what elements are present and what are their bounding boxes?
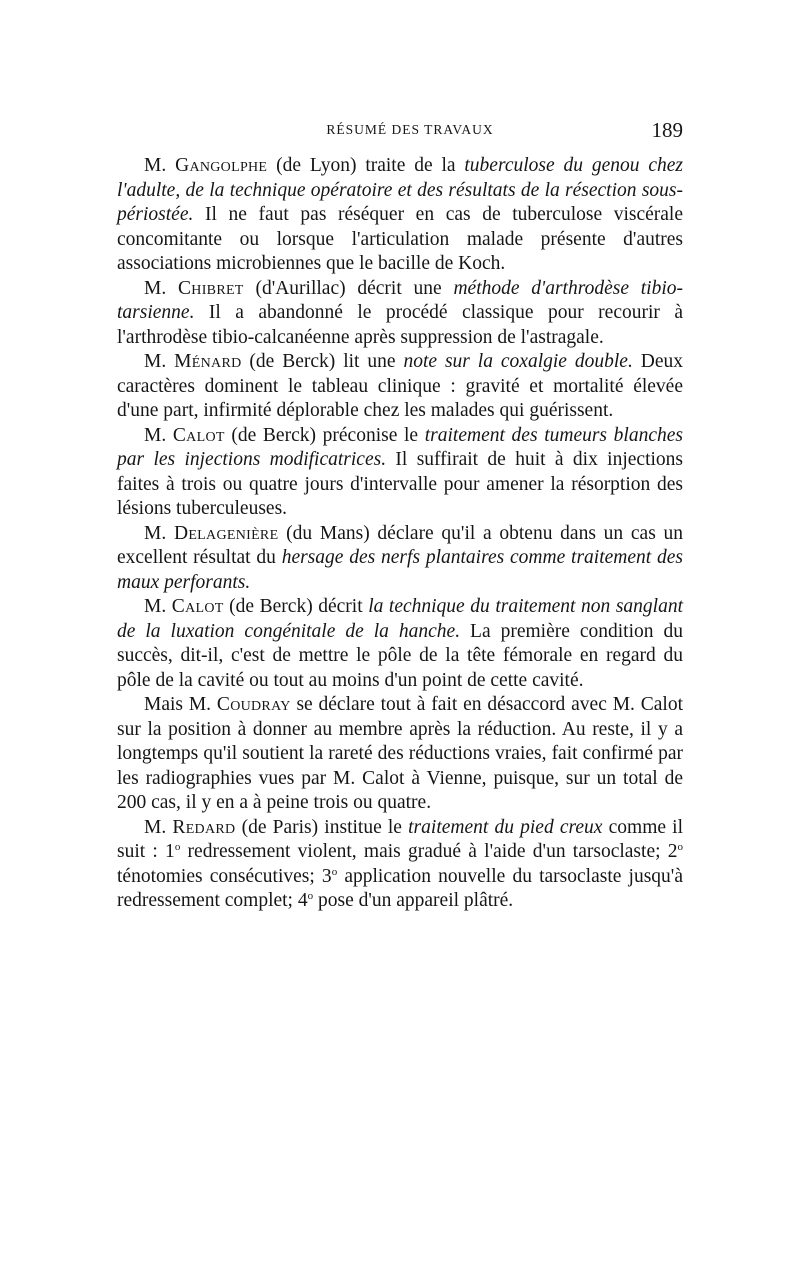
author-name: Ménard	[174, 351, 242, 372]
step-text: pose d'un appareil plâtré.	[313, 890, 514, 911]
author-name: Calot	[171, 596, 224, 617]
summary-intro: comme il suit : 1	[117, 816, 684, 862]
topic-title: hersage des nerfs plantaires comme traitement des maux perforants.	[117, 547, 683, 593]
ordinal-marker: o	[331, 865, 338, 878]
topic-title: traitement des tumeurs blanches par les injections modificatrices.	[117, 424, 683, 470]
running-title: RÉSUMÉ DES TRAVAUX	[326, 122, 494, 137]
paragraph-calot-luxation	[117, 595, 683, 693]
summary-text: Il ne faut pas réséquer en cas de tuberculose viscérale concomitante ou lorsque l'articulation malade présente d'autres associations microbiennes que le bacille de Koch.	[117, 204, 683, 274]
author-prefix: M.	[144, 522, 174, 544]
paragraph-chibret	[117, 277, 683, 351]
paragraph-calot-injections	[117, 424, 683, 522]
topic-title: méthode d'arthrodèse tibio-tarsienne.	[117, 277, 684, 323]
author-name: Coudray	[216, 694, 291, 715]
topic-title: note sur la coxalgie double.	[403, 351, 633, 372]
summary-text: La première condition du succès, dit-il, c'est de mettre le pôle de la tête fémorale en regard du pôle de la cavité ou tout au moins d'un point de cette cavité.	[117, 620, 683, 691]
affiliation: (de Berck) préconise le	[224, 424, 425, 446]
author-prefix: M.	[144, 816, 173, 838]
author-prefix: Mais M.	[144, 694, 217, 715]
summary-text: Deux caractères dominent le tableau clinique : gravité et mortalité élevée d'une part, infirmité déplorable chez les malades qui guérissent.	[117, 351, 683, 421]
summary-text: Il suffirait de huit à dix injections faites à trois ou quatre jours d'intervalle pour amener la résorption des lésions tuberculeuses.	[117, 449, 683, 519]
paragraph-redard	[117, 816, 683, 914]
affiliation: (de Berck) décrit	[223, 596, 369, 617]
affiliation: (de Paris) institue le	[235, 816, 409, 838]
affiliation: (de Berck) lit une	[241, 351, 404, 372]
author-prefix: M.	[144, 277, 178, 299]
author-name: Redard	[172, 816, 236, 838]
ordinal-marker: o	[307, 890, 314, 902]
page-number: 189	[651, 118, 683, 142]
paragraph-delageniere	[117, 522, 683, 596]
step-text: application nouvelle du tarsoclaste jusqu'à redressement complet; 4	[117, 865, 683, 911]
affiliation: se déclare tout à fait en désaccord avec M. Calot sur la position à donner au membre après la réduction. Au reste, il y a longtemps qu'il soutient la rareté des réductions vraies, fait confirmé par les radiographies vues par M. Calot à Vienne, puisque, sur un total de 200 cas, il y en a à peine trois ou quatre.	[117, 694, 683, 813]
ordinal-marker: o	[677, 841, 683, 853]
author-prefix: M.	[144, 424, 173, 446]
summary-text: Il a abandonné le procédé classique pour recourir à l'arthrodèse tibio-calcanéenne après suppression de l'astragale.	[117, 302, 683, 348]
paragraph-menard	[117, 350, 683, 424]
topic-title: tuberculose du genou chez l'adulte, de la technique opératoire et des résultats de la résection sous-périostée.	[117, 155, 683, 225]
author-name: Chibret	[178, 277, 244, 299]
topic-title: traitement du pied creux	[408, 816, 603, 838]
running-header	[117, 118, 683, 142]
author-name: Calot	[172, 424, 225, 446]
topic-title: la technique du traitement non sanglant de la luxation congénitale de la hanche.	[117, 596, 684, 642]
affiliation: (du Mans) déclare qu'il a obtenu dans un cas un excellent résultat du	[117, 522, 684, 568]
author-prefix: M.	[144, 155, 176, 176]
affiliation: (d'Aurillac) décrit une	[243, 277, 454, 299]
affiliation: (de Lyon) traite de la	[267, 155, 465, 176]
body-text	[117, 154, 683, 914]
step-text: ténotomies consécutives; 3	[117, 865, 332, 887]
author-name: Gangolphe	[175, 155, 268, 176]
author-prefix: M.	[144, 351, 175, 372]
author-name: Delagenière	[173, 522, 279, 544]
ordinal-marker: o	[174, 841, 181, 853]
step-text: redressement violent, mais gradué à l'aide d'un tarsoclaste; 2	[180, 841, 678, 862]
author-prefix: M.	[144, 596, 172, 617]
paragraph-coudray	[117, 693, 683, 816]
paragraph-gangolphe	[117, 154, 683, 277]
